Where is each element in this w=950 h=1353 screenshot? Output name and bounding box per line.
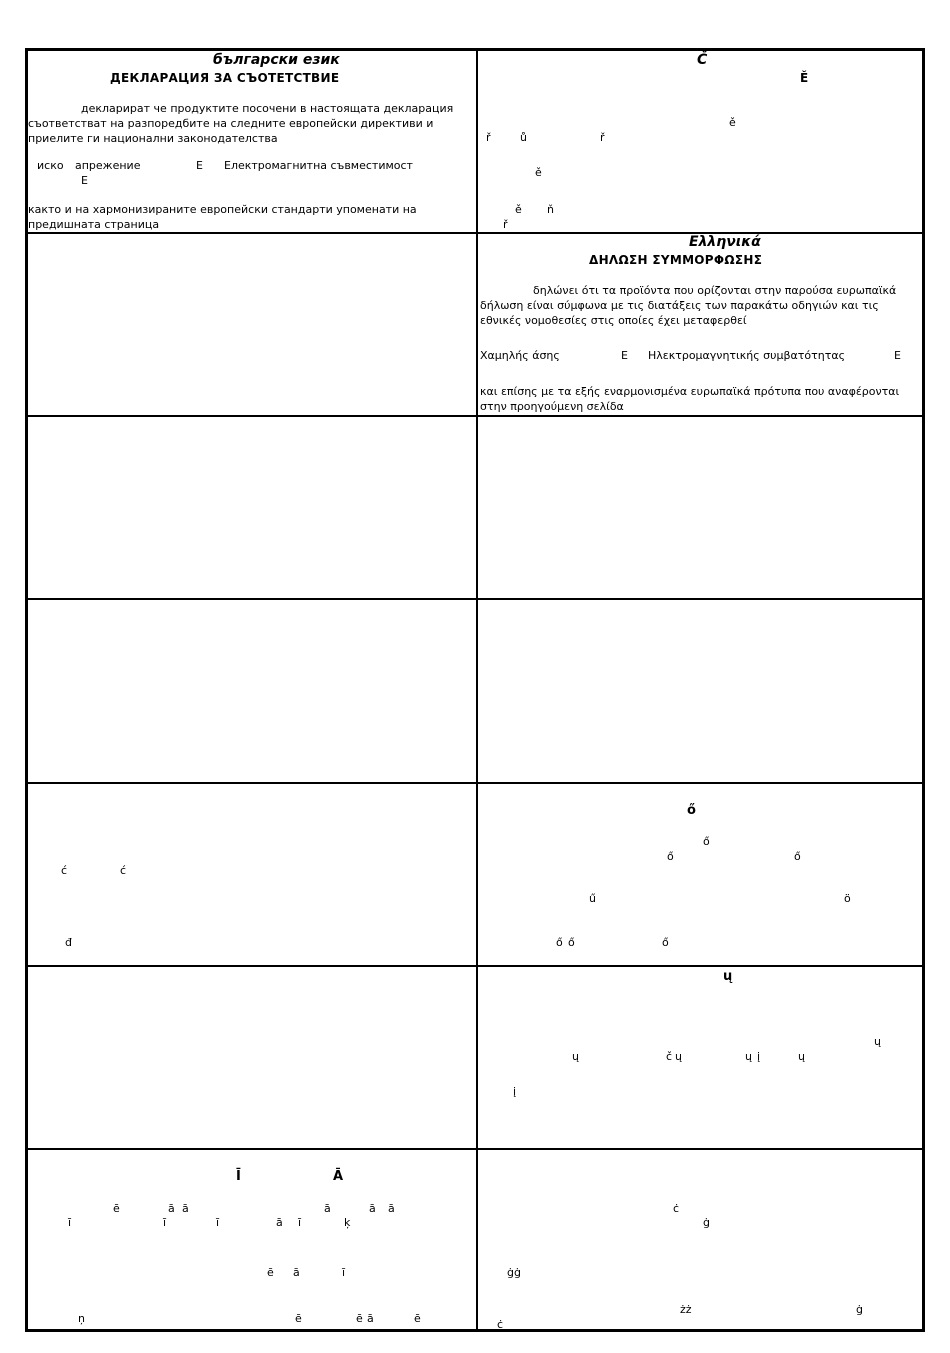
text-fragment: ö: [844, 892, 851, 905]
text-fragment: ē: [295, 1312, 302, 1325]
text-fragment: ű: [589, 892, 596, 905]
language-title: Č: [697, 52, 708, 68]
cell-bulgarian: [28, 51, 476, 232]
text-fragment: ē: [414, 1312, 421, 1325]
language-title: ų: [723, 969, 733, 984]
text-fragment: ć: [61, 864, 68, 877]
text-fragment: ř: [503, 218, 508, 231]
text-fragment: ī: [298, 1216, 302, 1229]
language-title: ő: [687, 803, 696, 818]
text-fragment: ā: [276, 1216, 283, 1229]
declaration-heading: Ě: [800, 71, 809, 85]
language-title-part: Ī: [236, 1169, 241, 1184]
cell-hungarian: [478, 784, 925, 965]
text-fragment: ġ: [703, 1216, 710, 1229]
cell-empty: [28, 234, 476, 415]
text-fragment: ě: [729, 116, 736, 129]
text-fragment: ā: [367, 1312, 374, 1325]
directive-code: Е: [81, 174, 88, 187]
text-fragment: đ: [65, 936, 72, 949]
text-fragment: ě: [535, 166, 542, 179]
text-fragment: ī: [163, 1216, 167, 1229]
text-fragment: ő: [568, 936, 575, 949]
language-title: български език: [213, 52, 340, 68]
text-fragment: ī: [216, 1216, 220, 1229]
text-fragment: ī: [342, 1266, 346, 1279]
low-voltage-label-b: апрежение: [75, 159, 141, 172]
text-fragment: ċ: [673, 1202, 680, 1215]
text-fragment: ā: [182, 1202, 189, 1215]
language-title: Ελληνικά: [689, 234, 761, 250]
cell-empty: [28, 417, 476, 598]
cell-empty: [478, 600, 925, 782]
cell-empty: [28, 600, 476, 782]
declaration-grid: [25, 48, 925, 1332]
text-fragment: ā: [168, 1202, 175, 1215]
text-fragment: ő: [794, 850, 801, 863]
cell-latvian: [28, 1150, 476, 1332]
declaration-body: [28, 101, 468, 146]
standards-text: και επίσης με τα εξής εναρμονισμένα ευρωπαϊκά πρότυπα που αναφέρονται στην προηγούμενη σελίδα: [480, 385, 900, 413]
text-fragment: ġġ: [507, 1266, 521, 1279]
language-title-part: Ā: [333, 1169, 344, 1184]
text-fragment: ř: [486, 131, 491, 144]
text-fragment: żż: [680, 1303, 692, 1316]
cell-croatian: [28, 784, 476, 965]
cell-czech: [478, 51, 925, 232]
declaration-heading: ДЕКЛАРАЦИЯ ЗА СЪОТЕТСТВИЕ: [110, 71, 340, 85]
text-fragment: ų: [675, 1050, 682, 1063]
text-fragment: į: [513, 1085, 517, 1098]
text-fragment: ġ: [856, 1303, 863, 1316]
directive-code: Е: [196, 159, 203, 172]
text-fragment: ő: [667, 850, 674, 863]
text-fragment: ā: [324, 1202, 331, 1215]
declaration-heading: ΔΗΛΩΣΗ ΣΥΜΜΟΡΦΩΣΗΣ: [589, 253, 763, 267]
text-fragment: ř: [600, 131, 605, 144]
low-voltage-label-a: иско: [37, 159, 64, 172]
text-fragment: ā: [293, 1266, 300, 1279]
text-fragment: ē: [356, 1312, 363, 1325]
standards-text: както и на хармонизираните европейски стандарти упоменати на предишната страница: [28, 203, 417, 231]
low-voltage-label: Χαμηλής άσης: [480, 349, 560, 362]
text-fragment: ő: [703, 835, 710, 848]
text-fragment: ů: [520, 131, 527, 144]
text-fragment: ķ: [344, 1216, 351, 1229]
cell-lithuanian: [478, 967, 925, 1148]
directive-code: Ε: [621, 349, 628, 362]
text-fragment: ų: [572, 1050, 579, 1063]
text-fragment: į: [757, 1050, 761, 1063]
text-fragment: ő: [556, 936, 563, 949]
declarant-label: декларират: [81, 102, 151, 115]
text-fragment: ų: [798, 1050, 805, 1063]
text-fragment: ě: [515, 203, 522, 216]
text-fragment: ć: [120, 864, 127, 877]
text-fragment: ņ: [78, 1312, 85, 1325]
text-fragment: ī: [68, 1216, 72, 1229]
emc-label: Ηλεκτρομαγνητικής συμβατότητας: [648, 349, 846, 362]
text-fragment: ē: [113, 1202, 120, 1215]
body-text: че продуктите посочени в настоящата декларация съответстват на разпоредбите на следните европейски директиви и приелите ги национални законодателства: [28, 102, 454, 145]
text-fragment: ċ: [497, 1318, 504, 1331]
declaration-body: δηλώνει ότι τα προϊόντα που ορίζονται στην παρούσα ευρωπαϊκά δήλωση είναι σύμφωνα με τις διατάξεις των παρακάτω οδηγιών και τις εθνικές νομοθεσίες στις οποίες έχει μεταφερθεί: [480, 284, 897, 327]
text-fragment: č: [666, 1050, 673, 1063]
cell-empty: [478, 417, 925, 598]
text-fragment: ē: [267, 1266, 274, 1279]
directive-code: Ε: [894, 349, 901, 362]
cell-empty: [28, 967, 476, 1148]
cell-greek: [478, 234, 925, 415]
text-fragment: ň: [547, 203, 554, 216]
text-fragment: ų: [874, 1035, 881, 1048]
text-fragment: ő: [662, 936, 669, 949]
cell-maltese: [478, 1150, 925, 1332]
emc-label: Електромагнитна съвместимост: [224, 159, 413, 172]
text-fragment: ų: [745, 1050, 752, 1063]
text-fragment: ā: [369, 1202, 376, 1215]
text-fragment: ā: [388, 1202, 395, 1215]
